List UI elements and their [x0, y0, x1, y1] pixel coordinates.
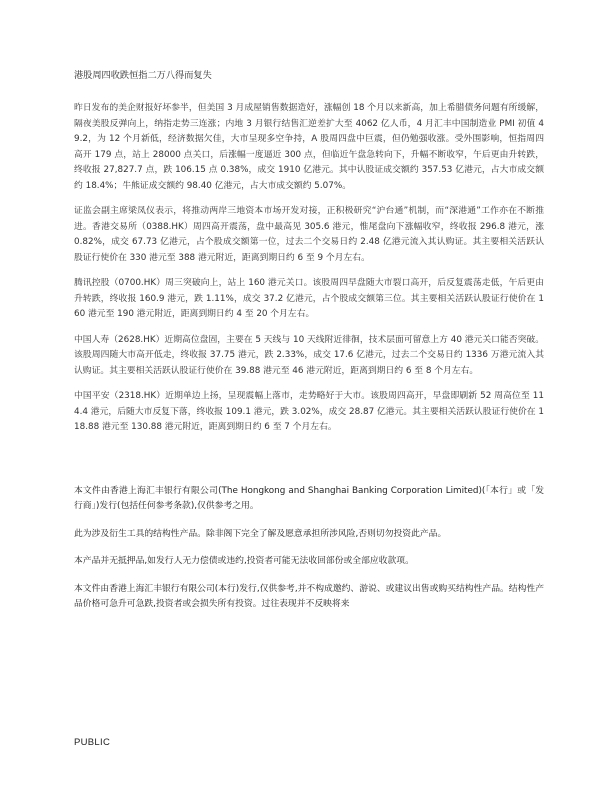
- document-body: [74, 69, 544, 625]
- disclaimer-reference: 本文件由香港上海汇丰银行有限公司(本行)发行,仅供参考,并不构成邀约、游说、或建议出售或购买结构性产品。结构性产品价格可急升可急跌,投资者或会损失所有投资。过往表现并不反映将来: [74, 583, 544, 609]
- paragraph-hkex: 证监会副主席梁凤仪表示，将推动两岸三地资本市场开发对接，正积极研究“沪台通”机制，而“深港通”工作亦在不断推进。香港交易所（0388.HK）周四高开震荡，盘中最高见 305.6 港元，惟尾盘向下涨幅收窄，终收报 296.8 港元，涨 0.82%，成交 67.73 亿港元，占个股成交额第一位，过去二个交易日约 2.48 亿港元流入其认购证。其主要相关活跃认股证行使价在 330 港元至 388 港元附近，距离到期日约 6 至 9 个月左右。: [74, 206, 544, 263]
- disclaimer-derivative: 此为涉及衍生工具的结构性产品。除非阁下完全了解及愿意承担所涉风险,否则切勿投资此产品。: [74, 528, 447, 539]
- paragraph-ping-an: 中国平安（2318.HK）近期单边上扬，呈现震幅上落市，走势略好于大市。该股周四高开，早盘即刷新 52 周高位至 114.4 港元，后随大市反复下落，终收报 109.1 港元，跌 3.02%，成交 28.87 亿港元。其主要相关活跃认股证行使价在 118.88 港元至 130.88 港元附近，距离到期日约 6 至 7 个月左右。: [74, 391, 544, 432]
- section-spacer: [74, 446, 544, 484]
- paragraph-market-summary: 昨日发布的美企财报好坏参半，但美国 3 月成屋销售数据造好，涨幅创 18 个月以来新高，加上希腊债务问题有所缓解，隔夜美股反弹向上，纳指走势三连涨；内地 3 月银行结售汇逆差扩大至 4062 亿人币，4 月汇丰中国制造业 PMI 初值 49.2，为 12 个月新低，经济数据欠佳，大市呈现多空争持，A 股周四盘中巨震，但仍勉强收涨。受外围影响，恒指周四高开 179 点，站上 28000 点关口，后涨幅一度逼近 300 点，但临近午盘急转向下，升幅不断收窄，午后更由升转跌，终收报 27,827.7 点，跌 106.15 点 0.38%，成交 1910 亿港元。其中认股证成交额约 357.53 亿港元，占大市成交额约 18.4%；牛熊证成交额约 98.40 亿港元，占大市成交额约 5.07%。: [74, 103, 544, 191]
- classification-label: PUBLIC: [74, 737, 111, 748]
- paragraph-tencent: 腾讯控股（0700.HK）周三突破向上，站上 160 港元关口。该股周四早盘随大市裂口高开，后反复震荡走低，午后更由升转跌，终收报 160.9 港元，跌 1.11%，成交 37.2 亿港元，占个股成交额第三位。其主要相关活跃认股证行使价在 160 港元至 190 港元附近，距离到期日约 4 至 20 个月左右。: [74, 278, 544, 319]
- disclaimer-unsecured: 本产品并无抵押品,如发行人无力偿债或违约,投资者可能无法收回部份或全部应收款项。: [74, 556, 414, 566]
- article-title: 港股周四收跌恒指二万八得而复失: [74, 70, 212, 81]
- disclaimer-issuer: 本文件由香港上海汇丰银行有限公司(The Hongkong and Shanghai Banking Corporation Limited)(「本行」或「发行商」)发行(包括任何参考条款),仅供参考之用。: [74, 485, 544, 511]
- paragraph-china-life: 中国人寿（2628.HK）近期高位盘固，主要在 5 天线与 10 天线附近徘徊，技术层面可留意上方 40 港元关口能否突破。该股周四随大市高开低走，终收报 37.75 港元，跌 2.33%，成交 17.6 亿港元，过去二个交易日约 1336 万港元流入其认购证。其主要相关活跃认股证行使价在 39.88 港元至 46 港元附近，距离到期日约 6 至 8 个月左右。: [74, 334, 544, 376]
